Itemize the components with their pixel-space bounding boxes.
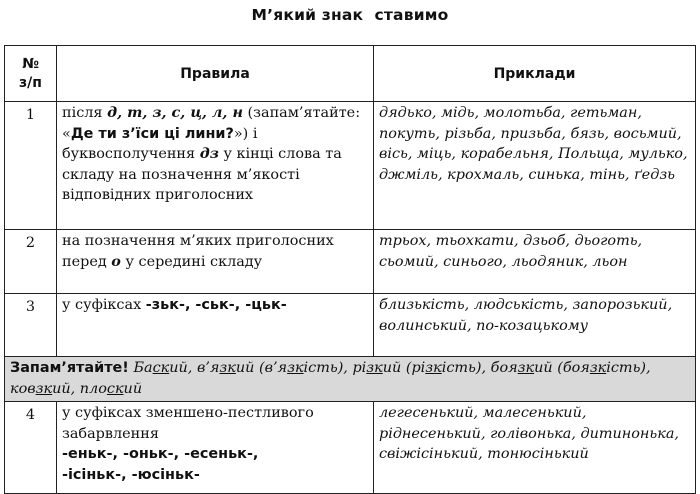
table-row — [5, 402, 696, 494]
examples-cell: трьох, тьохкати, дзьоб, дьоготь, сьомий, синього, льодяник, льон — [374, 230, 696, 294]
header-number-abbr: з/п — [19, 74, 42, 91]
rule-cell — [57, 102, 374, 230]
rule-text: у суфіксах — [62, 297, 146, 313]
rule-suffixes: -еньк-, -оньк-, -есеньк-, — [62, 446, 259, 462]
header-number — [5, 46, 57, 102]
header-number-symbol: № — [22, 55, 39, 72]
highlighted-cluster: ск — [106, 380, 124, 397]
rule-suffixes: -ісіньк-, -юсіньк- — [62, 466, 200, 483]
rule-letters: д, т, з, с, ц, л, н — [107, 104, 243, 121]
rule-mnemonic: Де ти з’їси ці лини? — [70, 125, 234, 142]
highlighted-cluster: зк — [589, 360, 607, 376]
rule-cell — [57, 402, 374, 494]
table-row — [5, 230, 696, 294]
rule-cell — [57, 230, 374, 294]
row-number: 3 — [5, 294, 57, 357]
word-part: рі — [411, 360, 426, 376]
word-part: в’я — [196, 360, 220, 376]
word-part: ість), — [606, 360, 651, 376]
rule-text: після — [62, 105, 108, 121]
word-part: ков — [10, 380, 36, 397]
word-part: пло — [79, 380, 107, 397]
word-part: Ба — [133, 360, 153, 376]
word-part: ий, — [169, 360, 197, 376]
word-part: боя — [490, 360, 518, 376]
page-title: М’який знак ставимо — [251, 6, 449, 24]
header-rules: Правила — [57, 46, 374, 102]
word-part: ий ( — [534, 360, 563, 376]
rule-text: на позначення м’яких приголосних перед — [62, 233, 334, 270]
table-row — [5, 102, 696, 230]
rule-suffixes: -зьк-, -ськ-, -цьк- — [145, 297, 287, 313]
word-part: ість), — [441, 360, 491, 376]
examples-cell: дядько, мідь, молотьба, гетьман, покуть, різьба, призьба, бязь, восьмий, вісь, міць, корабельня, Польща, мулько, джміль, крохмаль, синька, тінь, ґедзь — [374, 102, 696, 230]
rule-text: у середині складу — [120, 253, 263, 270]
examples-cell: легесенький, малесенький, ріднесенький, голівонька, дитинонька, свіжісінький, тонюсінький — [374, 402, 696, 494]
note-cell — [5, 357, 696, 402]
word-part: ий, — [52, 380, 80, 397]
table-header-row — [5, 46, 696, 102]
word-part: рі — [352, 360, 367, 376]
highlighted-cluster: ск — [152, 360, 170, 376]
rule-text: (запам’ятайте: « — [62, 105, 361, 142]
table-row — [5, 294, 696, 357]
word-part: ий — [123, 380, 143, 397]
row-number: 1 — [5, 102, 57, 230]
word-part: в’я — [264, 360, 288, 376]
rules-table — [4, 45, 696, 494]
word-part: ість), — [303, 360, 353, 376]
rule-letters: дз — [199, 145, 219, 162]
rule-text: у суфіксах зменшено-пестливого забарвлення — [62, 405, 314, 442]
rule-letters: о — [111, 252, 121, 270]
rule-text: ») і буквосполучення — [62, 125, 258, 162]
rule-cell — [57, 294, 374, 357]
header-examples: Приклади — [374, 46, 696, 102]
highlighted-cluster: зк — [366, 360, 383, 376]
examples-cell: близькість, людськість, запорозький, волинський, по-козацькому — [374, 294, 696, 357]
highlighted-cluster: зк — [35, 380, 53, 397]
rule-text: у кінці слова та складу на позначення м’якості відповідних приголосних — [62, 146, 342, 203]
row-number: 4 — [5, 402, 57, 494]
note-row — [5, 357, 696, 402]
note-label: Запам’ятайте! — [10, 360, 129, 376]
highlighted-cluster: зк — [425, 360, 442, 376]
highlighted-cluster: зк — [517, 360, 535, 376]
word-part: боя — [562, 360, 590, 376]
highlighted-cluster: зк — [287, 360, 304, 376]
word-part: ий ( — [235, 360, 265, 376]
word-part: ий ( — [382, 360, 412, 376]
highlighted-cluster: зк — [219, 360, 236, 376]
row-number: 2 — [5, 230, 57, 294]
